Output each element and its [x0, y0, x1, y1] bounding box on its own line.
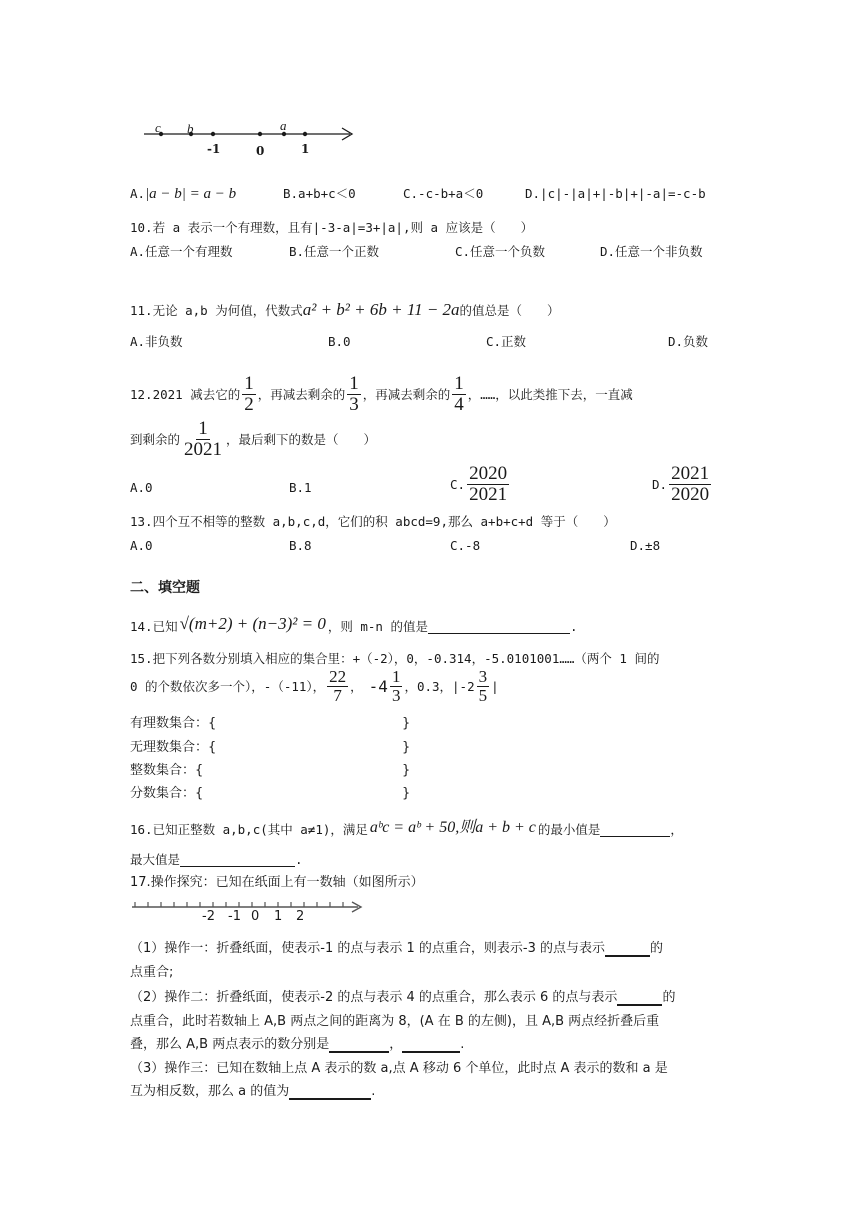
point-label-b: b	[187, 121, 194, 136]
q10-option-a: A.任意一个有理数	[130, 244, 233, 259]
q17-part1-line2: 点重合;	[130, 965, 174, 980]
set-irrational[interactable]: 无理数集合：{ }	[130, 740, 411, 755]
point-label-a: a	[280, 118, 287, 133]
section-heading-fill-in: 二、填空题	[130, 580, 200, 596]
set-fraction[interactable]: 分数集合：{ }	[130, 786, 411, 801]
q17-part3-line1: （3）操作三：已知在数轴上点 A 表示的数 a,点 A 移动 6 个单位，此时点 A 表示的数和 a 是	[130, 1061, 668, 1076]
q9-option-c: C.-c-b+a＜0	[403, 186, 484, 201]
q13-option-c: C.-8	[450, 538, 481, 553]
q10-stem: 10.若 a 表示一个有理数，且有|-3-a|=3+|a|,则 a 应该是（ ）	[130, 220, 534, 235]
q12-option-a: A.0	[130, 480, 153, 495]
q15-stem-line2: 0 的个数依次多一个），-（-11）， $\frac{22}{7}$ ， -4 $\frac{1}{3}$ ，0.3，|-2 $\frac{3}{5}$ |	[130, 667, 499, 705]
tick-label-0: 0	[256, 144, 265, 158]
q17-part2-line3: 叠，那么 A,B 两点表示的数分别是 ， .	[130, 1037, 465, 1053]
q10-option-d: D.任意一个非负数	[600, 244, 703, 259]
q17-tick-2: 2	[296, 909, 305, 924]
q12-option-b: B.1	[289, 480, 312, 495]
q11-stem: 11.无论 a,b 为何值，代数式a² + b² + 6b + 11 − 2a的值总是（ ）	[130, 300, 560, 319]
q17-title: 17.操作探究：已知在纸面上有一数轴（如图所示）	[130, 875, 424, 890]
q14-stem: 14.已知 √(m+2) + (n−3)² = 0 ，则 m-n 的值是 .	[130, 614, 578, 635]
q17-part1-blank[interactable]	[605, 941, 650, 957]
q17-tick-1: 1	[274, 909, 283, 924]
q11-option-b: B.0	[328, 334, 351, 349]
q17-part1-line1: （1）操作一：折叠纸面，使表示-1 的点与表示 1 的点重合，则表示-3 的点与表示 的	[130, 941, 664, 957]
q11-option-d: D.负数	[668, 334, 709, 349]
q12-option-c: C. $\frac{2020}{2021}$	[450, 463, 508, 505]
q16-stem-line1: 16.已知正整数 a,b,c(其中 a≠1)，满足 aᵇc = aᵇ + 50,则a + b + c 的最小值是 ，	[130, 819, 683, 838]
tick-label-1: 1	[301, 142, 310, 156]
q17-part2-line1: （2）操作二：折叠纸面，使表示-2 的点与表示 4 的点重合，那么表示 6 的点与表示 的	[130, 990, 676, 1006]
q17-part3-line2: 互为相反数，那么 a 的值为 .	[130, 1084, 376, 1100]
q17-tick-0: 0	[251, 909, 260, 924]
q15-stem-line1: 15.把下列各数分别填入相应的集合里：+（-2），0，-0.314，-5.0101001……（两个 1 间的	[130, 651, 660, 666]
q16-min-blank[interactable]	[600, 822, 670, 837]
q17-part2-blank-b[interactable]	[402, 1037, 460, 1053]
q13-option-b: B.8	[289, 538, 312, 553]
q11-option-c: C.正数	[486, 334, 527, 349]
number-line-figure	[140, 115, 360, 160]
q14-answer-blank[interactable]	[428, 619, 570, 634]
q9-option-b: B.a+b+c＜0	[283, 186, 356, 201]
q17-tick-neg1: -1	[228, 909, 241, 924]
q12-stem-line1: 12.2021 减去它的 $\frac{1}{2}$ ，再减去剩余的 $\frac{1}{3}$ ，再减去剩余的 $\frac{1}{4}$ ，……，以此类推下去，一直减	[130, 373, 633, 415]
q11-option-a: A.非负数	[130, 334, 183, 349]
set-rational[interactable]: 有理数集合：{ }	[130, 716, 411, 731]
q10-option-c: C.任意一个负数	[455, 244, 546, 259]
q16-stem-line2: 最大值是 .	[130, 852, 303, 867]
q17-part2-blank-a[interactable]	[329, 1037, 389, 1053]
q17-part2-blank-fold[interactable]	[617, 990, 662, 1006]
point-label-c: c	[155, 120, 161, 135]
q10-option-b: B.任意一个正数	[289, 244, 380, 259]
tick-label-neg1: -1	[207, 142, 221, 156]
q9-option-a: A.|a − b| = a − b	[130, 186, 237, 202]
set-integer[interactable]: 整数集合：{ }	[130, 763, 411, 778]
q13-stem: 13.四个互不相等的整数 a,b,c,d，它们的积 abcd=9,那么 a+b+c+d 等于（ ）	[130, 514, 616, 529]
q16-max-blank[interactable]	[180, 852, 295, 867]
q9-option-d: D.|c|-|a|+|-b|+|-a|=-c-b	[525, 186, 706, 201]
q17-number-line	[130, 898, 365, 928]
q17-tick-neg2: -2	[202, 909, 215, 924]
q13-option-a: A.0	[130, 538, 153, 553]
q17-part2-line2: 点重合，此时若数轴上 A,B 两点之间的距离为 8，(A 在 B 的左侧)，且 A,B 两点经折叠后重	[130, 1014, 660, 1029]
q13-option-d: D.±8	[630, 538, 661, 553]
q17-part3-blank[interactable]	[289, 1084, 371, 1100]
q12-option-d: D. $\frac{2021}{2020}$	[652, 463, 710, 505]
q12-stem-line2: 到剩余的 $\frac{1}{2021}$ ，最后剩下的数是（ ）	[130, 418, 377, 460]
